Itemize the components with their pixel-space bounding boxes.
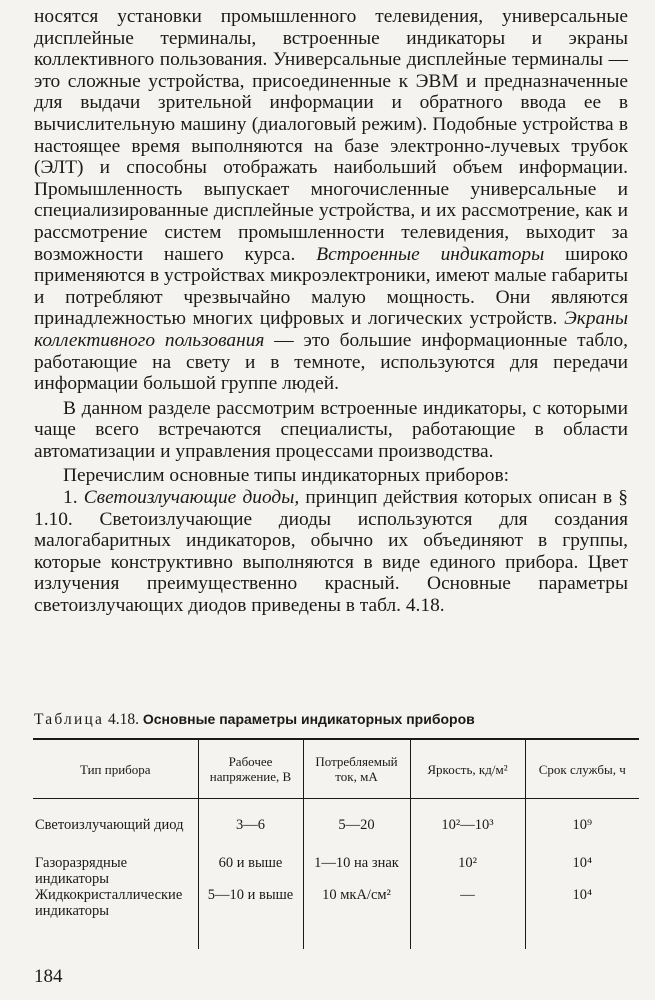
cell-voltage: 3—6: [198, 799, 303, 856]
table-row: [33, 799, 639, 856]
cell-voltage: 60 и выше: [198, 855, 303, 887]
table-header-row: [33, 739, 639, 799]
paragraph-1: [34, 6, 628, 395]
paragraph-1-text-b: широко применяются в устройствах микроэлектроники, имеют малые габариты и потребляют чрезвычайно малую мощность. Они являются принадлежностью многих цифровых и логических устройств.: [34, 243, 628, 330]
paragraph-3: Перечислим основные типы индикаторных приборов:: [63, 465, 510, 487]
page-number: 184: [34, 966, 63, 987]
parameters-table: [33, 738, 639, 949]
cell-current: 1—10 на знак: [303, 855, 410, 887]
table-caption-title: Основные параметры индикаторных приборов: [142, 711, 475, 727]
cell-lifetime: 10⁴: [525, 855, 639, 887]
paragraph-4: [34, 487, 628, 617]
cell-brightness: 10²—10³: [410, 799, 525, 856]
paragraph-1-text-a: носятся установки промышленного телевидения, универсальные дисплейные терминалы, встроенные индикаторы и экраны коллективного пользования. Универсальные дисплейные терминалы — это сложные устройства, присоединенные к ЭВМ и предназначенные для выдачи зрительной информации и обратного ввода ее в вычислительную машину (диалоговый режим). Подобные устройства в настоящее время выполняются на базе электронно-лучевых трубок (ЭЛТ) и способны отображать наибольший объем информации. Промышленность выпускает многочисленные универсальные и специализированные дисплейные устройства, и их рассмотрение, как и рассмотрение систем промышленности телевидения, выходит за возможности нашего курса.: [34, 6, 628, 265]
header-lifetime: Срок службы, ч: [525, 739, 639, 799]
term-leds: Светоизлучающие диоды,: [83, 487, 300, 509]
list-number: 1.: [63, 487, 84, 509]
term-built-in-indicators: Встроенные индикаторы: [316, 243, 545, 265]
table-caption: [34, 711, 634, 729]
cell-current: 10 мкА/см²: [303, 887, 410, 949]
body-text: [34, 6, 628, 617]
table-row: [33, 887, 639, 949]
cell-current: 5—20: [303, 799, 410, 856]
paragraph-2: В данном разделе рассмотрим встроенные индикаторы, с которыми чаще всего встречаются специалисты, работающие в области автоматизации и управления процессами производства.: [34, 397, 628, 462]
cell-voltage: 5—10 и выше: [198, 887, 303, 949]
header-brightness: Яркость, кд/м²: [410, 739, 525, 799]
cell-brightness: —: [410, 887, 525, 949]
cell-device-type: Светоизлучающий диод: [35, 817, 184, 833]
cell-device-type: Газоразрядные индикаторы: [35, 855, 127, 887]
paragraph-4-text: принцип действия которых описан в § 1.10. Светоизлучающие диоды используются для создания малогабаритных индикаторов, обычно их объединяют в группы, которые конструктивно выполняются в виде единого прибора. Цвет излучения преимущественно красный. Основные параметры светоизлучающих диодов приведены в табл. 4.18.: [34, 487, 629, 617]
cell-brightness: 10²: [410, 855, 525, 887]
table-caption-number: 4.18.: [107, 711, 139, 728]
header-device-type: Тип прибора: [79, 761, 151, 777]
cell-lifetime: 10⁹: [525, 799, 639, 856]
cell-device-type: Жидкокристаллические индикаторы: [35, 887, 183, 919]
cell-lifetime: 10⁴: [525, 887, 639, 949]
header-voltage: Рабочее напряжение, В: [198, 739, 303, 799]
table-caption-label: Таблица: [34, 711, 105, 728]
term-public-screens: Экраны коллективного пользования: [34, 308, 628, 351]
paragraph-1-text-c: — это большие информационные табло, работающие на свету и в темноте, используются для передачи информации большой группе людей.: [34, 329, 628, 395]
header-current: Потребляемый ток, мА: [303, 739, 410, 799]
table-row: [33, 855, 639, 887]
